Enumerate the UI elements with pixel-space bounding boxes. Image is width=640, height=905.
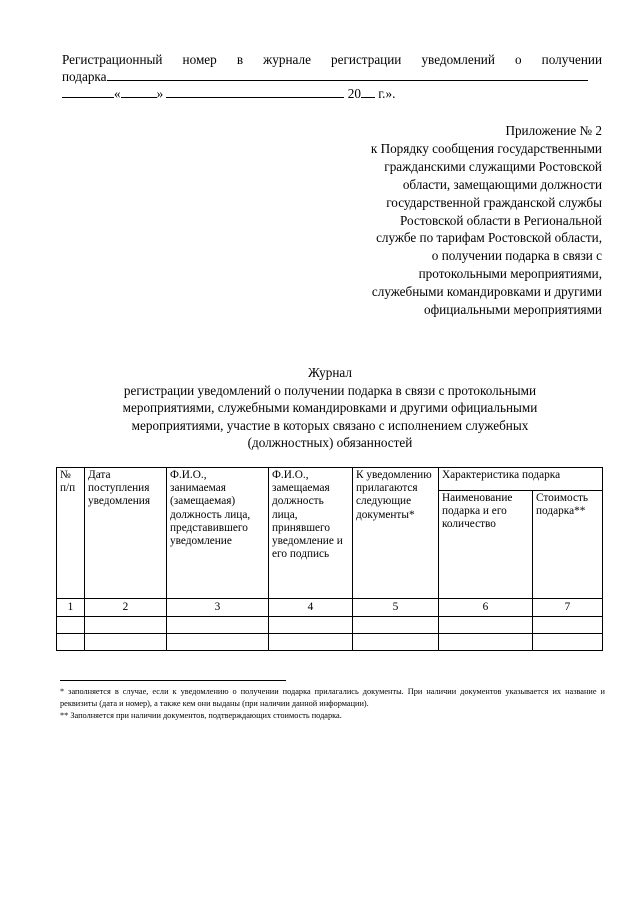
footnotes — [60, 686, 605, 722]
registration-number-blank[interactable] — [107, 68, 588, 81]
journal-table — [56, 467, 603, 651]
table-cell[interactable] — [439, 634, 533, 651]
journal-subtitle-line: мероприятиями, служебными командировками и другими официальными — [122, 400, 538, 416]
year-blank[interactable] — [361, 85, 375, 98]
journal-heading: Журнал — [308, 365, 352, 380]
appendix-line: к Порядку сообщения государственными — [370, 140, 602, 156]
table-cell[interactable] — [533, 617, 603, 634]
appendix-line: о получении подарка в связи с — [431, 248, 602, 264]
day-blank[interactable] — [121, 85, 157, 98]
header-fio-receiver: Ф.И.О., замещаемая должность лица, принявшего уведомление и его подпись — [269, 468, 353, 599]
table-cell[interactable] — [85, 634, 167, 651]
appendix-line: государственной гражданской службы — [386, 194, 602, 210]
table-cell[interactable] — [269, 634, 353, 651]
appendix-line: протокольными мероприятиями, — [418, 266, 602, 282]
registration-line-3 — [62, 85, 602, 102]
year-suffix: г.». — [378, 86, 396, 101]
column-number: 4 — [269, 599, 353, 617]
header-gift-group: Характеристика подарка — [439, 468, 603, 491]
journal-subtitle-line: регистрации уведомлений о получении подарка в связи с протокольными — [123, 382, 537, 398]
column-number-row — [57, 599, 603, 617]
table-header-row — [57, 468, 603, 491]
column-number: 3 — [167, 599, 269, 617]
header-num: № п/п — [57, 468, 85, 599]
column-number: 1 — [57, 599, 85, 617]
column-number: 2 — [85, 599, 167, 617]
appendix-line: службе по тарифам Ростовской области, — [376, 230, 602, 246]
table-cell[interactable] — [439, 617, 533, 634]
table-cell[interactable] — [269, 617, 353, 634]
registration-blank-1[interactable] — [62, 85, 114, 98]
footnote-divider — [60, 680, 286, 681]
appendix-line: области, замещающими должности — [402, 176, 602, 192]
quote-close: » — [156, 86, 164, 101]
month-blank[interactable] — [166, 85, 344, 98]
appendix-line: гражданскими служащими Ростовской — [384, 158, 602, 174]
appendix-line: официальными мероприятиями — [424, 302, 602, 318]
table-cell[interactable] — [167, 617, 269, 634]
registration-line-2 — [62, 68, 602, 85]
footnote-cost: ** Заполняется при наличии документов, подтверждающих стоимость подарка. — [60, 711, 342, 720]
footnote-documents: * заполняется в случае, если к уведомлению о получении подарка прилагались документы. При наличии документов указывается их название и реквизиты (дата и номер), а также кем они выданы (при наличии данной информации). — [60, 687, 605, 708]
header-gift-name: Наименование подарка и его количество — [439, 491, 533, 599]
appendix-line: Ростовской области в Региональной — [400, 212, 602, 228]
column-number: 6 — [439, 599, 533, 617]
registration-line-1: Регистрационный номер в журнале регистрации уведомлений о получении — [62, 52, 602, 67]
table-row — [57, 634, 603, 651]
table-cell[interactable] — [353, 634, 439, 651]
header-gift-cost: Стоимость подарка** — [533, 491, 603, 599]
quote-open: « — [114, 86, 121, 101]
journal-title — [60, 364, 600, 452]
table-cell[interactable] — [353, 617, 439, 634]
header-fio-submitter: Ф.И.О., занимаемая (замещаемая) должность лица, представившего уведомление — [167, 468, 269, 599]
year-prefix: 20 — [347, 86, 361, 101]
table-row — [57, 617, 603, 634]
column-number: 7 — [533, 599, 603, 617]
appendix-line: служебными командировками и другими — [371, 284, 602, 300]
table-cell[interactable] — [167, 634, 269, 651]
table-cell[interactable] — [533, 634, 603, 651]
appendix-block — [302, 122, 602, 319]
header-date: Дата поступления уведомления — [85, 468, 167, 599]
table-cell[interactable] — [57, 634, 85, 651]
appendix-title: Приложение № 2 — [505, 123, 602, 138]
table-cell[interactable] — [85, 617, 167, 634]
column-number: 5 — [353, 599, 439, 617]
header-documents: К уведомлению прилагаются следующие документы* — [353, 468, 439, 599]
journal-subtitle-line: мероприятиями, участие в которых связано с исполнением служебных — [131, 417, 529, 433]
journal-subtitle-line: (должностных) обязанностей — [247, 435, 413, 451]
registration-block — [62, 51, 602, 102]
table-cell[interactable] — [57, 617, 85, 634]
registration-line-2-label: подарка — [62, 69, 107, 84]
